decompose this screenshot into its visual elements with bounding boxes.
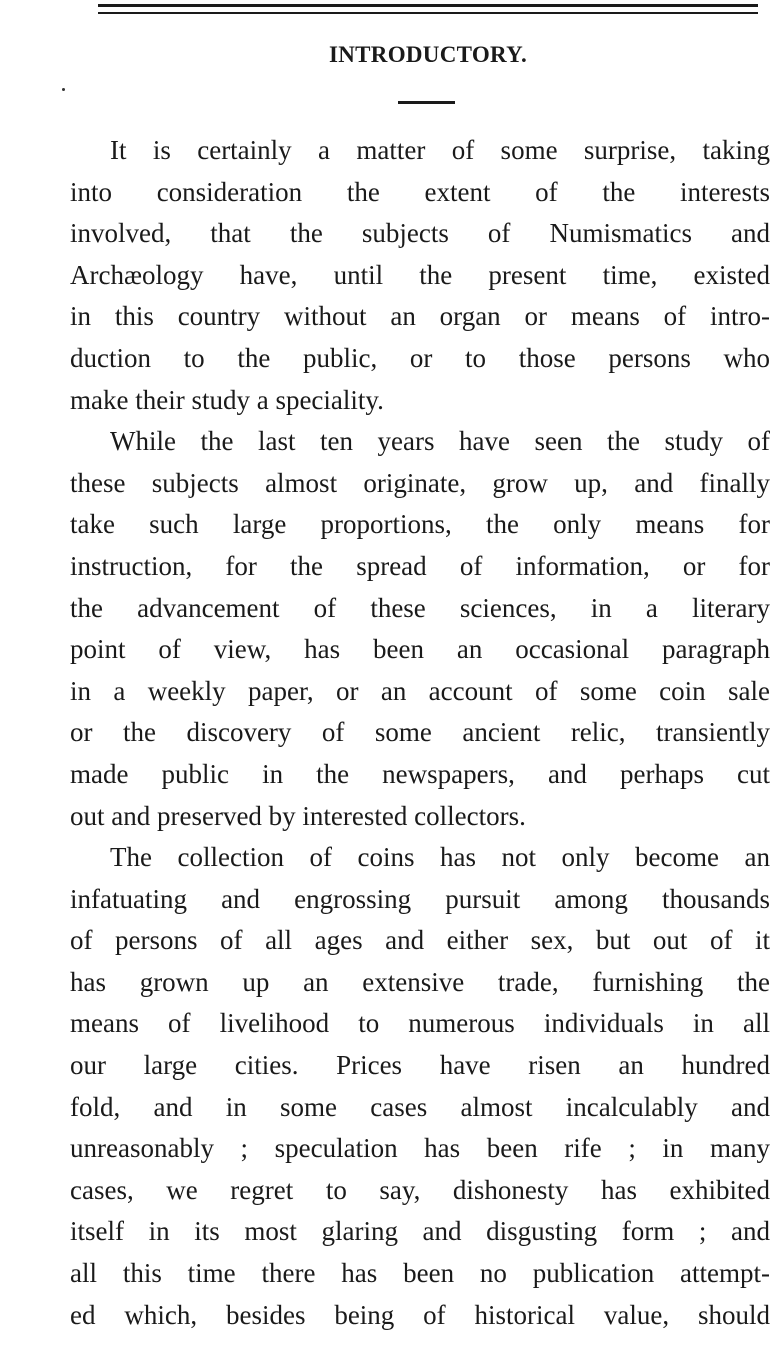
text-line: means of livelihood to numerous individuals in all: [70, 1008, 770, 1039]
text-line: take such large proportions, the only means for: [70, 509, 770, 540]
top-rule-line: [98, 4, 758, 7]
text-line: of persons of all ages and either sex, but out of it: [70, 925, 770, 956]
paragraph: [70, 837, 770, 1336]
text-line: instruction, for the spread of information, or for: [70, 550, 770, 581]
text-line: cases, we regret to say, dishonesty has exhibited: [70, 1174, 770, 1205]
text-line: made public in the newspapers, and perhaps cut: [70, 758, 770, 789]
text-line: the advancement of these sciences, in a literary: [70, 592, 770, 623]
text-line: these subjects almost originate, grow up, and finally: [70, 467, 770, 498]
text-line: It is certainly a matter of some surprise, taking: [110, 135, 770, 165]
text-line: in this country without an organ or means of intro-: [70, 301, 770, 332]
text-line: The collection of coins has not only become an: [110, 842, 770, 873]
text-line: has grown up an extensive trade, furnishing the: [70, 966, 770, 997]
text-line: duction to the public, or to those persons who: [70, 342, 770, 373]
section-heading: INTRODUCTORY.: [329, 42, 527, 67]
top-rule-line: [98, 12, 758, 14]
text-line: in a weekly paper, or an account of some coin sale: [70, 675, 770, 706]
text-line: into consideration the extent of the interests: [70, 176, 770, 207]
text-line: ed which, besides being of historical value, should: [70, 1299, 770, 1330]
text-line: all this time there has been no publication attempt-: [70, 1258, 770, 1289]
text-line: Archæology have, until the present time, existed: [70, 259, 770, 290]
paragraph: [70, 421, 770, 837]
text-line: unreasonably ; speculation has been rife ; in many: [70, 1133, 770, 1164]
paragraph: [70, 130, 770, 421]
text-line: point of view, has been an occasional paragraph: [70, 634, 770, 665]
body-text: [70, 130, 770, 1336]
print-speck: [62, 88, 65, 91]
text-line: infatuating and engrossing pursuit among thousands: [70, 883, 770, 914]
text-line: itself in its most glaring and disgusting form ; and: [70, 1216, 770, 1247]
heading-underline-rule: [398, 101, 455, 104]
double-top-rule: [98, 4, 758, 18]
text-line: our large cities. Prices have risen an hundred: [70, 1050, 770, 1081]
text-line: make their study a speciality.: [70, 384, 384, 415]
text-line: out and preserved by interested collectors.: [70, 800, 526, 831]
text-line: fold, and in some cases almost incalculably and: [70, 1091, 770, 1122]
text-line: or the discovery of some ancient relic, transiently: [70, 717, 770, 748]
text-line: involved, that the subjects of Numismatics and: [70, 218, 770, 249]
text-line: While the last ten years have seen the study of: [110, 426, 770, 457]
